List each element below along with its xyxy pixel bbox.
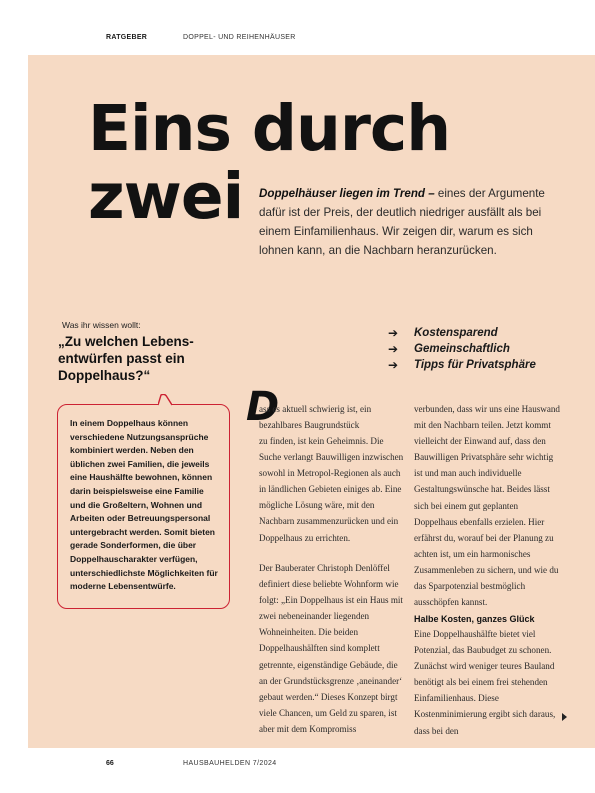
speech-bubble-tail-icon [158,394,172,406]
article-first-line: ass es aktuell schwierig ist, ein bezahlbares Baugrundstück [259,404,372,431]
arrow-right-icon: ➔ [388,342,399,356]
what-you-want-label: Was ihr wissen wollt: [62,320,141,330]
what-you-want-question: „Zu welchen Lebens-entwürfen passt ein Doppelhaus?“ [58,334,194,383]
title-line-2: zwei [88,160,244,233]
feature-label: Tipps für Privatsphäre [414,359,536,371]
intro-text [259,184,549,260]
feature-label: Gemeinschaftlich [414,343,510,355]
article-paragraph: zu finden, ist kein Geheimnis. Die Suche verlangt Bauwilligen inzwischen sowohl in Metropol-Regionen als auch in ländlichen Gebieten einiges ab. Eine mögliche Lösung wäre, mit den Nachbarn zusammenzurücken und ein Doppelhaus zu errichten. [259,436,404,543]
section-label: RATGEBER [106,34,148,41]
arrow-right-icon: ➔ [388,358,399,372]
topic-label: DOPPEL- UND REIHENHÄUSER [183,34,296,41]
article-paragraph: Eine Doppelhaushälfte bietet viel Potenzial, das Baubudget zu schonen. Zunächst wird weniger teures Bauland benötigt als bei einem frei stehenden Einfamilienhaus. Diese Kostenminimierung ergibt sich daraus, dass bei den [414,629,556,736]
article-paragraph: Der Bauberater Christoph Denlöffel definiert diese beliebte Wohnform wie folgt: „Ein Doppelhaus ist ein Haus mit zwei nebeneinander liegenden Wohneinheiten. Die beiden Doppelhaushälften sind komplett getrennte, eigenständige Gebäude, die an der Grundstücksgrenze ‚aneinander‘ gebaut werden.“ Dieses Konzept birgt viele Chancen, um Geld zu sparen, ist aber mit dem Kompromiss [259,563,403,734]
article-paragraph: verbunden, dass wir uns eine Hauswand mit den Nachbarn teilen. Jetzt kommt vielleicht der Einwand auf, dass den Bauwilligen Privatsphäre sehr wichtig ist und man auch individuelle Gestaltungswünsche hat. Beides lässt sich bei einem gut geplanten Doppelhaus ebenfalls erzielen. Hier erfährst du, worauf bei der Planung zu achten ist, um ein harmonisches Zusammenleben zu sichern, und wie du das Sparpotenzial bestmöglich ausschöpfen kannst. [414,404,560,608]
magazine-issue: HAUSBAUHELDEN 7/2024 [183,760,277,767]
title-line-1: Eins durch [88,92,451,165]
feature-item [388,325,536,341]
drop-cap: D [246,384,280,430]
continue-arrow-icon [562,713,567,721]
arrow-right-icon: ➔ [388,326,399,340]
feature-item [388,341,536,357]
feature-label: Kostensparend [414,327,498,339]
page-number: 66 [106,760,114,767]
intro-body: eines der Argumente dafür ist der Preis, der deutlich niedriger ausfällt als bei einem Einfamilienhaus. Wir zeigen dir, warum es sich lohnen kann, an die Nachbarn heranzurücken. [259,187,545,257]
article-subheading: Halbe Kosten, ganzes Glück [414,614,535,624]
feature-list [388,325,536,373]
feature-item [388,357,536,373]
answer-text: In einem Doppelhaus können verschiedene Nutzungsansprüche kombiniert werden. Neben den üblichen zwei Familien, die jeweils eine Haushälfte bewohnen, können darin beispielsweise eine Familie und die Großeltern, Wohnen und Arbeiten oder Betreuungspersonal untergebracht werden. Somit bieten gerade Sonderformen, die über Doppelhauscharakter verfügen, unterschiedlichste Möglichkeiten für moderne Lebensentwürfe. [70,418,218,592]
page-header [0,34,595,46]
intro-lead: Doppelhäuser liegen im Trend – [259,187,435,200]
